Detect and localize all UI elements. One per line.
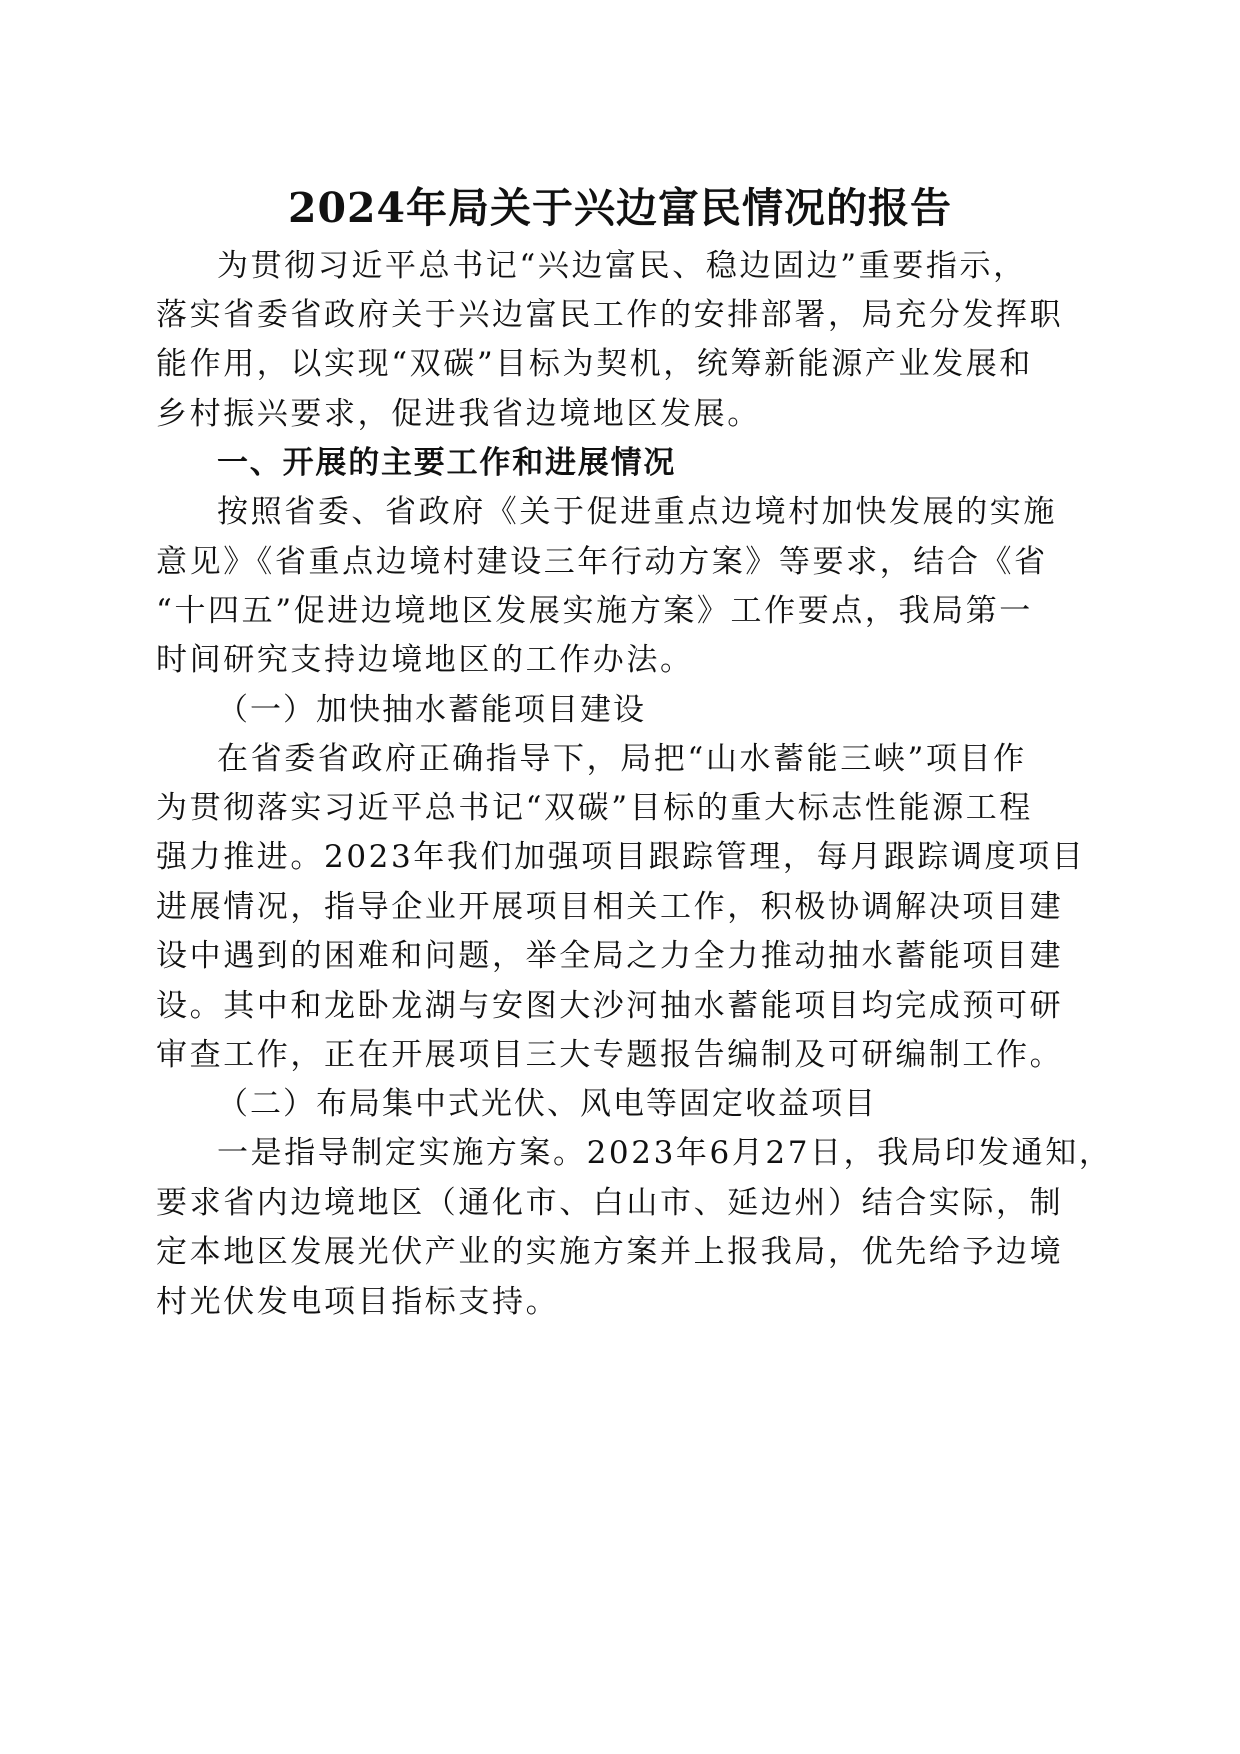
subsection-line: 设。其中和龙卧龙湖与安图大沙河抽水蓄能项目均完成预可研 bbox=[156, 988, 1064, 1024]
subsection-heading: （二）布局集中式光伏、风电等固定收益项目 bbox=[217, 1086, 877, 1122]
intro-line: 能作用，以实现“双碳”目标为契机，统筹新能源产业发展和 bbox=[156, 346, 1033, 382]
document-title: 2024年局关于兴边富民情况的报告 bbox=[287, 184, 953, 232]
subsection-line: 进展情况，指导企业开展项目相关工作，积极协调解决项目建 bbox=[156, 889, 1064, 925]
intro-line: 为贯彻习近平总书记“兴边富民、稳边固边”重要指示， bbox=[217, 248, 1027, 284]
subsection-line: 要求省内边境地区（通化市、白山市、延边州）结合实际，制 bbox=[156, 1185, 1064, 1221]
subsection-line: 审查工作，正在开展项目三大专题报告编制及可研编制工作。 bbox=[156, 1037, 1064, 1073]
intro-line: 落实省委省政府关于兴边富民工作的安排部署，局充分发挥职 bbox=[156, 297, 1064, 333]
subsection-line: 一是指导制定实施方案。2023年6月27日，我局印发通知， bbox=[217, 1135, 1113, 1171]
subsection-line: 定本地区发展光伏产业的实施方案并上报我局，优先给予边境 bbox=[156, 1234, 1064, 1270]
subsection-line: 在省委省政府正确指导下，局把“山水蓄能三峡”项目作 bbox=[217, 741, 1027, 777]
section-line: 意见》《省重点边境村建设三年行动方案》等要求，结合《省 bbox=[156, 544, 1048, 580]
section-heading: 一、开展的主要工作和进展情况 bbox=[217, 445, 677, 481]
intro-line: 乡村振兴要求，促进我省边境地区发展。 bbox=[156, 396, 761, 432]
subsection-line: 强力推进。2023年我们加强项目跟踪管理，每月跟踪调度项目 bbox=[156, 839, 1086, 875]
subsection-heading: （一）加快抽水蓄能项目建设 bbox=[217, 692, 646, 728]
section-line: “十四五”促进边境地区发展实施方案》工作要点，我局第一 bbox=[156, 593, 1033, 629]
section-line: 时间研究支持边境地区的工作办法。 bbox=[156, 642, 694, 678]
subsection-line: 设中遇到的困难和问题，举全局之力全力推动抽水蓄能项目建 bbox=[156, 938, 1064, 974]
section-line: 按照省委、省政府《关于促进重点边境村加快发展的实施 bbox=[217, 494, 1057, 530]
subsection-line: 为贯彻落实习近平总书记“双碳”目标的重大标志性能源工程 bbox=[156, 790, 1033, 826]
subsection-line: 村光伏发电项目指标支持。 bbox=[156, 1284, 560, 1320]
